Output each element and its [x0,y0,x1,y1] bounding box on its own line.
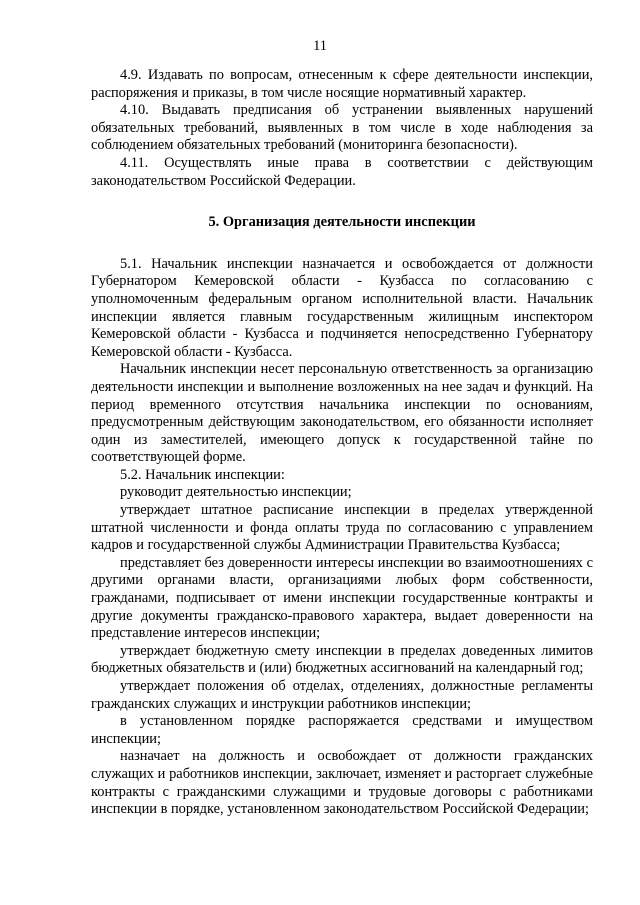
list-item-regulations: утверждает положения об отделах, отделениях, должностные регламенты гражданских служащих и инструкции работников инспекции; [91,678,593,712]
page-number: 11 [313,38,327,54]
paragraph-head-responsibility: Начальник инспекции несет персональную ответственность за организацию деятельности инспекции и выполнение возложенных на нее задач и функций. На период временного отсутствия начальника инспекции по основаниям, предусмотренным действующим законодательством, его обязанности исполняет один из заместителей, имеющего допуск к государственной тайне по соответствующей форме. [91,361,593,466]
paragraph-4-9: 4.9. Издавать по вопросам, отнесенным к сфере деятельности инспекции, распоряжения и приказы, в том числе носящие нормативный характер. [91,67,593,101]
paragraph-5-2: 5.2. Начальник инспекции: [120,466,285,483]
list-item-budget: утверждает бюджетную смету инспекции в пределах доведенных лимитов бюджетных обязательств и (или) бюджетных ассигнований на календарный год; [91,642,593,677]
list-item-manages: руководит деятельностью инспекции; [120,484,352,501]
section-heading: 5. Организация деятельности инспекции [208,214,476,231]
paragraph-4-10: 4.10. Выдавать предписания об устранении выявленных нарушений обязательных требований, выявленных в том числе в ходе наблюдения за соблюдением обязательных требований (мониторинга безопасности). [91,102,593,154]
paragraph-5-1: 5.1. Начальник инспекции назначается и освобождается от должности Губернатором Кемеровской области - Кузбасса по согласованию с уполномоченным федеральным органом исполнительной власти. Начальник инспекции является главным государственным жилищным инспектором Кемеровской области - Кузбасса и подчиняется непосредственно Губернатору Кемеровской области - Кузбасса. [91,255,593,360]
list-item-represents: представляет без доверенности интересы инспекции во взаимоотношениях с другими органами власти, организациями любых форм собственности, гражданами, подписывает от имени инспекции государственные контракты и другие документы гражданско-правового характера, выдает доверенности на представление интересов инспекции; [91,554,593,642]
list-item-appointments: назначает на должность и освобождает от должности гражданских служащих и работников инспекции, заключает, изменяет и расторгает служебные контракты с гражданскими служащими и трудовые договоры с работниками инспекции в порядке, установленном законодательством Российской Федерации; [91,748,593,818]
paragraph-4-11: 4.11. Осуществлять иные права в соответствии с действующим законодательством Российской Федерации. [91,154,593,189]
list-item-property: в установленном порядке распоряжается средствами и имуществом инспекции; [91,713,593,747]
document-body [91,67,593,819]
list-item-staff-schedule: утверждает штатное расписание инспекции в пределах утвержденной штатной численности и фонда оплаты труда по согласованию с управлением кадров и государственной службы Администрации Правительства Кузбасса; [91,502,593,554]
